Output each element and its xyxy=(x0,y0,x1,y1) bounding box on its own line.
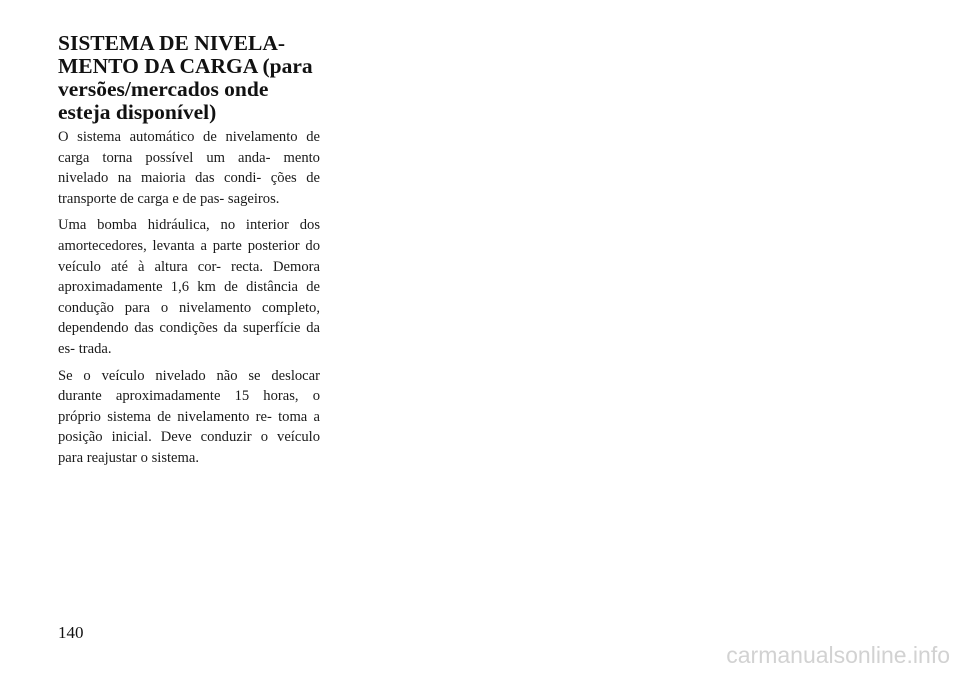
paragraph-line: das condições da superfície da es- xyxy=(58,320,320,357)
paragraph-line: 1,6 km de distância de condução para xyxy=(58,279,320,316)
paragraph-hydraulic-pump xyxy=(58,215,320,359)
section-title xyxy=(58,32,320,124)
paragraph-line: o nivelamento completo, dependendo xyxy=(58,299,320,337)
paragraph-line: Uma bomba hidráulica, no interior xyxy=(58,217,289,234)
section-title-line: esteja disponível) xyxy=(58,100,217,124)
paragraph-line: ções de transporte de carga e de pas- xyxy=(58,170,320,207)
paragraph-line: o veículo para reajustar o sistema. xyxy=(58,429,320,466)
paragraph-line: sageiros. xyxy=(227,190,280,207)
paragraph-reset-after-15-hours xyxy=(58,366,320,469)
paragraph-line: Se o veículo nivelado não se deslocar xyxy=(58,367,320,384)
paragraph-load-leveling-intro xyxy=(58,127,320,209)
paragraph-line: posterior do veículo até à altura cor- xyxy=(58,237,320,275)
text-column xyxy=(58,32,320,475)
page-number: 140 xyxy=(58,623,84,642)
watermark: carmanualsonline.info xyxy=(726,642,950,668)
paragraph-line: O sistema automático de nivelamento xyxy=(58,129,298,145)
paragraph-line: dos amortecedores, levanta a parte xyxy=(58,217,320,254)
section-title-line: SISTEMA DE NIVELA- xyxy=(58,31,285,55)
paragraph-line: o próprio sistema de nivelamento re- xyxy=(58,388,320,425)
paragraph-line: durante aproximadamente 15 horas, xyxy=(58,388,299,405)
section-title-line: versões/mercados onde xyxy=(58,77,269,101)
paragraph-line: mento nivelado na maioria das condi- xyxy=(58,149,320,187)
paragraph-line: trada. xyxy=(78,340,112,357)
paragraph-line: toma a posição inicial. Deve conduzir xyxy=(58,408,320,446)
paragraph-line: de carga torna possível um anda- xyxy=(58,129,321,166)
paragraph-line: recta. Demora aproximadamente xyxy=(58,258,320,296)
section-title-line: MENTO DA CARGA (para xyxy=(58,54,313,78)
